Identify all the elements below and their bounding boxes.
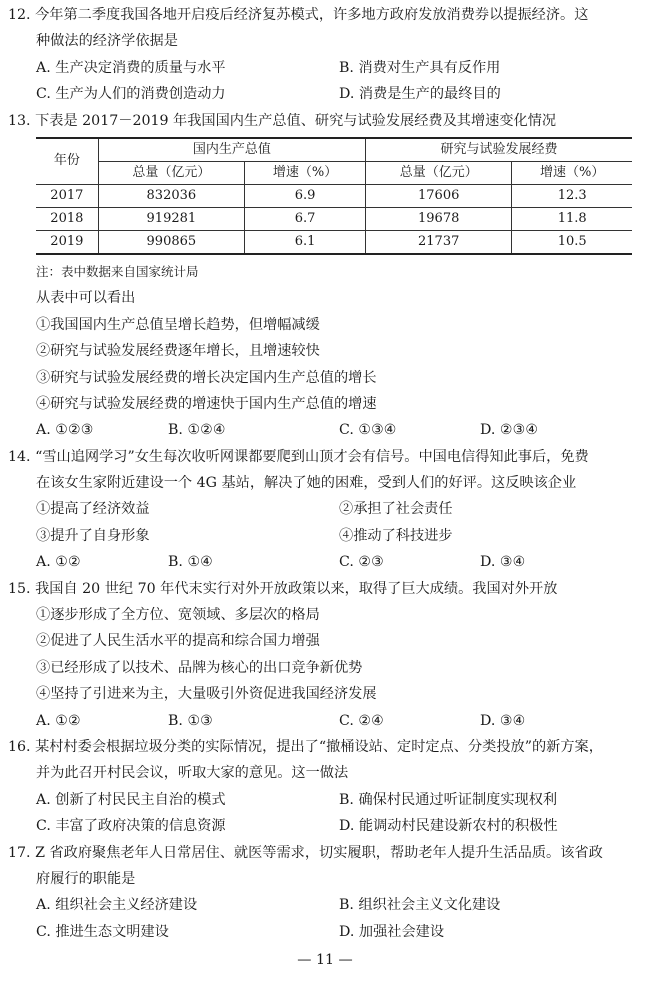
cell-gdp-growth: 6.1 <box>245 230 366 254</box>
option-b: B. 确保村民通过听证制度实现权利 <box>339 791 558 808</box>
option-row <box>0 919 650 945</box>
page-number: — 11 — <box>297 952 353 969</box>
statement-2: ②研究与试验发展经费逐年增长，且增速较快 <box>36 343 320 360</box>
statement-1: ①逐步形成了全方位、宽领域、多层次的格局 <box>36 607 320 624</box>
cell-rd-total: 19678 <box>366 207 512 230</box>
table-row <box>36 184 632 207</box>
statement-3: ③提升了自身形象 <box>36 527 150 544</box>
question-stem: 16. 某村村委会根据垃圾分类的实际情况，提出了“撤桶设站、定时定点、分类投放”的新方案， <box>8 738 603 755</box>
option-row <box>0 55 650 81</box>
cell-rd-growth: 12.3 <box>512 184 632 207</box>
option-row <box>0 549 650 575</box>
option-b: B. ①③ <box>168 712 213 729</box>
cell-rd-growth: 10.5 <box>512 230 632 254</box>
table-subheader-row <box>36 161 632 184</box>
option-row <box>0 787 650 813</box>
question-15 <box>0 576 650 734</box>
cell-gdp-total: 832036 <box>98 184 244 207</box>
column-header-gdp-growth: 增速（%） <box>245 161 366 184</box>
option-a: A. ①② <box>36 554 81 571</box>
option-c: C. 丰富了政府决策的信息资源 <box>36 818 226 835</box>
question-16 <box>0 734 650 840</box>
cell-year: 2019 <box>36 230 98 254</box>
cell-gdp-growth: 6.9 <box>245 184 366 207</box>
table-header-row <box>36 138 632 162</box>
cell-rd-total: 21737 <box>366 230 512 254</box>
question-stem: 17. Z 省政府聚焦老年人日常居住、就医等需求，切实履职，帮助老年人提升生活品质。该省政 <box>8 844 603 861</box>
option-row <box>0 417 650 443</box>
option-d: D. 消费是生产的最终目的 <box>339 86 501 103</box>
question-stem: 种做法的经济学依据是 <box>36 33 178 50</box>
statement-3: ③研究与试验发展经费的增长决定国内生产总值的增长 <box>36 369 377 386</box>
question-13 <box>0 108 650 444</box>
cell-gdp-growth: 6.7 <box>245 207 366 230</box>
column-header-rd: 研究与试验发展经费 <box>366 138 632 162</box>
statement-4: ④研究与试验发展经费的增速快于国内生产总值的增速 <box>36 395 377 412</box>
question-stem: 并为此召开村民会议，听取大家的意见。这一做法 <box>36 765 349 782</box>
option-c: C. ②④ <box>339 712 384 729</box>
option-a: A. 组织社会主义经济建设 <box>36 897 198 914</box>
statement-row <box>0 496 650 522</box>
option-d: D. ②③④ <box>480 422 539 439</box>
option-d: D. ③④ <box>480 712 526 729</box>
statement-3: ③已经形成了以技术、品牌为核心的出口竞争新优势 <box>36 659 363 676</box>
option-row <box>0 813 650 839</box>
option-d: D. ③④ <box>480 554 526 571</box>
question-stem: 15. 我国自 20 世纪 70 年代末实行对外开放政策以来，取得了巨大成绩。我国对外开放 <box>8 580 558 597</box>
option-c: C. 推进生态文明建设 <box>36 923 169 940</box>
column-header-gdp: 国内生产总值 <box>98 138 365 162</box>
column-header-year: 年份 <box>36 138 98 185</box>
statement-1: ①提高了经济效益 <box>36 501 150 518</box>
question-stem: 13. 下表是 2017－2019 年我国国内生产总值、研究与试验发展经费及其增速变化情况 <box>8 112 557 129</box>
question-lead: 从表中可以看出 <box>36 290 136 307</box>
cell-year: 2018 <box>36 207 98 230</box>
option-b: B. 消费对生产具有反作用 <box>339 59 501 76</box>
option-b: B. ①④ <box>168 554 213 571</box>
option-b: B. 组织社会主义文化建设 <box>339 897 501 914</box>
option-a: A. 创新了村民民主自治的模式 <box>36 791 226 808</box>
option-a: A. ①②③ <box>36 422 94 439</box>
question-12 <box>0 2 650 108</box>
option-row <box>0 892 650 918</box>
option-c: C. ①③④ <box>339 422 397 439</box>
option-d: D. 加强社会建设 <box>339 923 445 940</box>
column-header-rd-growth: 增速（%） <box>512 161 632 184</box>
option-b: B. ①②④ <box>168 422 226 439</box>
statement-4: ④坚持了引进来为主，大量吸引外资促进我国经济发展 <box>36 686 377 703</box>
statement-1: ①我国国内生产总值呈增长趋势，但增幅减缓 <box>36 316 320 333</box>
statement-4: ④推动了科技进步 <box>339 527 453 544</box>
table-row <box>36 230 632 254</box>
statement-2: ②承担了社会责任 <box>339 501 453 518</box>
data-table <box>36 137 632 255</box>
question-stem: 12. 今年第二季度我国各地开启疫后经济复苏模式，许多地方政府发放消费券以提振经济。这 <box>8 7 589 23</box>
question-stem: 在该女生家附近建设一个 4G 基站，解决了她的困难，受到人们的好评。这反映该企业 <box>36 475 577 492</box>
cell-rd-total: 17606 <box>366 184 512 207</box>
column-header-rd-total: 总量（亿元） <box>366 161 512 184</box>
question-stem: 府履行的职能是 <box>36 870 136 887</box>
cell-gdp-total: 990865 <box>98 230 244 254</box>
option-row <box>0 81 650 107</box>
cell-rd-growth: 11.8 <box>512 207 632 230</box>
option-row <box>0 708 650 734</box>
statement-row <box>0 523 650 549</box>
statement-2: ②促进了人民生活水平的提高和综合国力增强 <box>36 633 320 650</box>
question-14 <box>0 444 650 576</box>
question-stem: 14. “雪山追网学习”女生每次收听网课都要爬到山顶才会有信号。中国电信得知此事后，免费 <box>8 448 589 465</box>
option-a: A. ①② <box>36 712 81 729</box>
table-note: 注：表中数据来自国家统计局 <box>36 263 199 279</box>
option-d: D. 能调动村民建设新农村的积极性 <box>339 818 558 835</box>
exam-page <box>0 2 650 974</box>
question-17 <box>0 840 650 946</box>
option-a: A. 生产决定消费的质量与水平 <box>36 59 226 76</box>
table-row <box>36 207 632 230</box>
cell-year: 2017 <box>36 184 98 207</box>
column-header-gdp-total: 总量（亿元） <box>98 161 244 184</box>
option-c: C. ②③ <box>339 554 384 571</box>
cell-gdp-total: 919281 <box>98 207 244 230</box>
option-c: C. 生产为人们的消费创造动力 <box>36 86 226 103</box>
